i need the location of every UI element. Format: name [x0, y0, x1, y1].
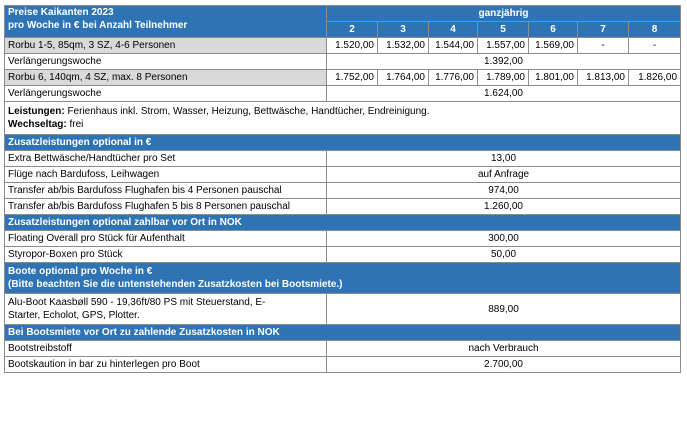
table-row [5, 54, 681, 70]
persons-col: 7 [578, 22, 629, 38]
extension-price: 1.624,00 [327, 86, 681, 102]
cost-label: Bootskaution in bar zu hinterlegen pro Boot [5, 357, 327, 373]
service-label: Transfer ab/bis Bardufoss Flughafen 5 bis 8 Personen pauschal [5, 199, 327, 215]
info-cell [5, 102, 681, 135]
season-header: ganzjährig [327, 6, 681, 22]
wechseltag-line [8, 118, 677, 131]
table-row [5, 199, 681, 215]
boat-label-line-1: Alu-Boot Kaasbøll 590 - 19,36ft/80 PS mit Steuerstand, E- [8, 297, 266, 308]
cost-label: Bootstreibstoff [5, 341, 327, 357]
section-title: Bei Bootsmiete vor Ort zu zahlende Zusatzkosten in NOK [5, 325, 681, 341]
price-cell: 1.532,00 [378, 38, 429, 54]
boat-price: 889,00 [327, 294, 681, 325]
persons-col: 6 [529, 22, 578, 38]
price-cell: 1.764,00 [378, 70, 429, 86]
leistungen-text: Ferienhaus inkl. Strom, Wasser, Heizung, Bettwäsche, Handtücher, Endreinigung. [64, 106, 430, 117]
leistungen-label: Leistungen: [8, 106, 65, 117]
price-cell: 1.557,00 [478, 38, 529, 54]
table-row [5, 167, 681, 183]
price-cell: 1.569,00 [529, 38, 578, 54]
wechseltag-label: Wechseltag: [8, 119, 67, 130]
cost-value: 2.700,00 [327, 357, 681, 373]
section-title: Zusatzleistungen optional zahlbar vor Ort in NOK [5, 215, 681, 231]
section-header-row [5, 215, 681, 231]
price-cell: 1.826,00 [629, 70, 681, 86]
table-row [5, 183, 681, 199]
leistungen-line [8, 105, 677, 118]
price-cell: 1.520,00 [327, 38, 378, 54]
price-cell: - [578, 38, 629, 54]
section-header-row [5, 263, 681, 294]
price-table [4, 5, 681, 373]
service-label: Styropor-Boxen pro Stück [5, 247, 327, 263]
price-cell: 1.776,00 [429, 70, 478, 86]
table-row [5, 86, 681, 102]
extension-label: Verlängerungswoche [5, 86, 327, 102]
service-price: 1.260,00 [327, 199, 681, 215]
title-line-1: Preise Kaikanten 2023 [8, 7, 114, 18]
boats-title-line-1: Boote optional pro Woche in € [8, 266, 153, 277]
service-label: Floating Overall pro Stück für Aufenthalt [5, 231, 327, 247]
service-price: auf Anfrage [327, 167, 681, 183]
price-cell: 1.544,00 [429, 38, 478, 54]
service-label: Flüge nach Bardufoss, Leihwagen [5, 167, 327, 183]
service-label: Extra Bettwäsche/Handtücher pro Set [5, 151, 327, 167]
table-row [5, 38, 681, 54]
price-cell: 1.752,00 [327, 70, 378, 86]
price-cell: 1.813,00 [578, 70, 629, 86]
persons-col: 2 [327, 22, 378, 38]
persons-col: 4 [429, 22, 478, 38]
price-cell: 1.801,00 [529, 70, 578, 86]
persons-col: 3 [378, 22, 429, 38]
title-line-2: pro Woche in € bei Anzahl Teilnehmer [8, 20, 188, 31]
price-cell: - [629, 38, 681, 54]
accommodation-label: Rorbu 6, 140qm, 4 SZ, max. 8 Personen [5, 70, 327, 86]
service-price: 300,00 [327, 231, 681, 247]
info-row [5, 102, 681, 135]
table-row [5, 247, 681, 263]
service-price: 50,00 [327, 247, 681, 263]
extension-price: 1.392,00 [327, 54, 681, 70]
service-label: Transfer ab/bis Bardufoss Flughafen bis 4 Personen pauschal [5, 183, 327, 199]
service-price: 974,00 [327, 183, 681, 199]
table-row [5, 341, 681, 357]
boat-label-line-2: Starter, Echolot, GPS, Plotter. [8, 310, 140, 321]
section-header-row [5, 135, 681, 151]
section-title [5, 263, 681, 294]
section-title: Zusatzleistungen optional in € [5, 135, 681, 151]
extension-label: Verlängerungswoche [5, 54, 327, 70]
boat-label [5, 294, 327, 325]
table-row [5, 231, 681, 247]
persons-col: 5 [478, 22, 529, 38]
service-price: 13,00 [327, 151, 681, 167]
table-row [5, 294, 681, 325]
cost-value: nach Verbrauch [327, 341, 681, 357]
table-title [5, 6, 327, 38]
table-row [5, 357, 681, 373]
boats-title-line-2: (Bitte beachten Sie die untenstehenden Zusatzkosten bei Bootsmiete.) [8, 279, 343, 290]
wechseltag-text: frei [66, 119, 84, 130]
persons-col: 8 [629, 22, 681, 38]
accommodation-label: Rorbu 1-5, 85qm, 3 SZ, 4-6 Personen [5, 38, 327, 54]
table-row [5, 151, 681, 167]
table-row [5, 70, 681, 86]
section-header-row [5, 325, 681, 341]
price-cell: 1.789,00 [478, 70, 529, 86]
